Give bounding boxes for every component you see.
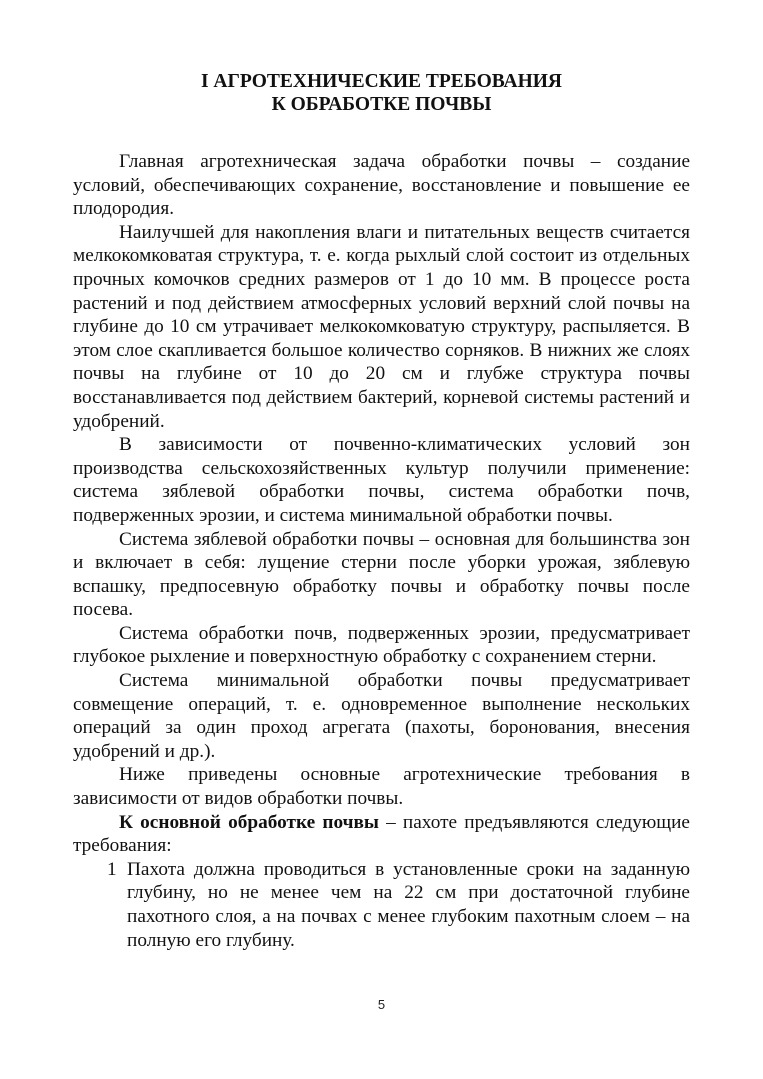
paragraph-soil-structure: Наилучшей для накопления влаги и питательных веществ считается мелкокомковатая структура, т. е. когда рыхлый слой состоит из отдельных прочных комочков средних размеров от 1 до 10 мм. В процессе роста растений и под действием атмосферных условий верхний слой почвы на глубине до 10 см утрачивает мелкокомковатую структуру, распыляется. В этом слое скапливается большое количество сорняков. В нижних же слоях почвы на глубине от 10 до 20 см и глубже структура почвы восстанавливается под действием бактерий, корневой системы растений и удобрений. (73, 221, 690, 432)
list-item-text: Пахота должна проводиться в установленные сроки на заданную глубину, но не менее чем на 22 см при достаточной глубине пахотного слоя, а на почвах с менее глубоким пахотным слоем – на полную его глубину. (127, 858, 690, 951)
paragraph-soil-task: Главная агротехническая задача обработки почвы – создание условий, обеспечивающих сохранение, восстановление и повышение ее плодородия. (73, 151, 690, 220)
paragraph-systems: В зависимости от почвенно-климатических условий зон производства сельскохозяйственных культур получили применение: система зяблевой обработки почвы, система обработки почв, подверженных эрозии, и система минимальной обработки почвы. (73, 434, 690, 526)
list-item (107, 858, 690, 952)
page-number: 5 (377, 997, 386, 1012)
list-item-number: 1 (107, 858, 117, 880)
title-line-1: I АГРОТЕХНИЧЕСКИЕ ТРЕБОВАНИЯ (200, 71, 563, 92)
paragraph-minimal-tillage: Система минимальной обработки почвы предусматривает совмещение операций, т. е. одновременное выполнение нескольких операций за один проход агрегата (пахоты, боронования, внесения удобрений и др.). (73, 670, 690, 762)
document-page (73, 70, 690, 952)
paragraph-main-tillage-intro (73, 811, 690, 858)
paragraph-autumn-tillage: Система зяблевой обработки почвы – основная для большинства зон и включает в себя: лущение стерни после уборки урожая, зяблевую вспашку, предпосевную обработку почвы и обработку почвы после посева. (73, 528, 690, 621)
title-line-2: К ОБРАБОТКЕ ПОЧВЫ (271, 94, 492, 115)
page-title (73, 70, 690, 116)
paragraph-requirements-below: Ниже приведены основные агротехнические требования в зависимости от видов обработки почвы. (73, 764, 690, 810)
main-tillage-bold: К основной обработке почвы (119, 811, 379, 833)
main-tillage-rest: – пахоте предъявляются следующие требования: (73, 811, 690, 857)
paragraph-erosion-tillage: Система обработки почв, подверженных эрозии, предусматривает глубокое рыхление и поверхностную обработку с сохранением стерни. (73, 622, 690, 668)
